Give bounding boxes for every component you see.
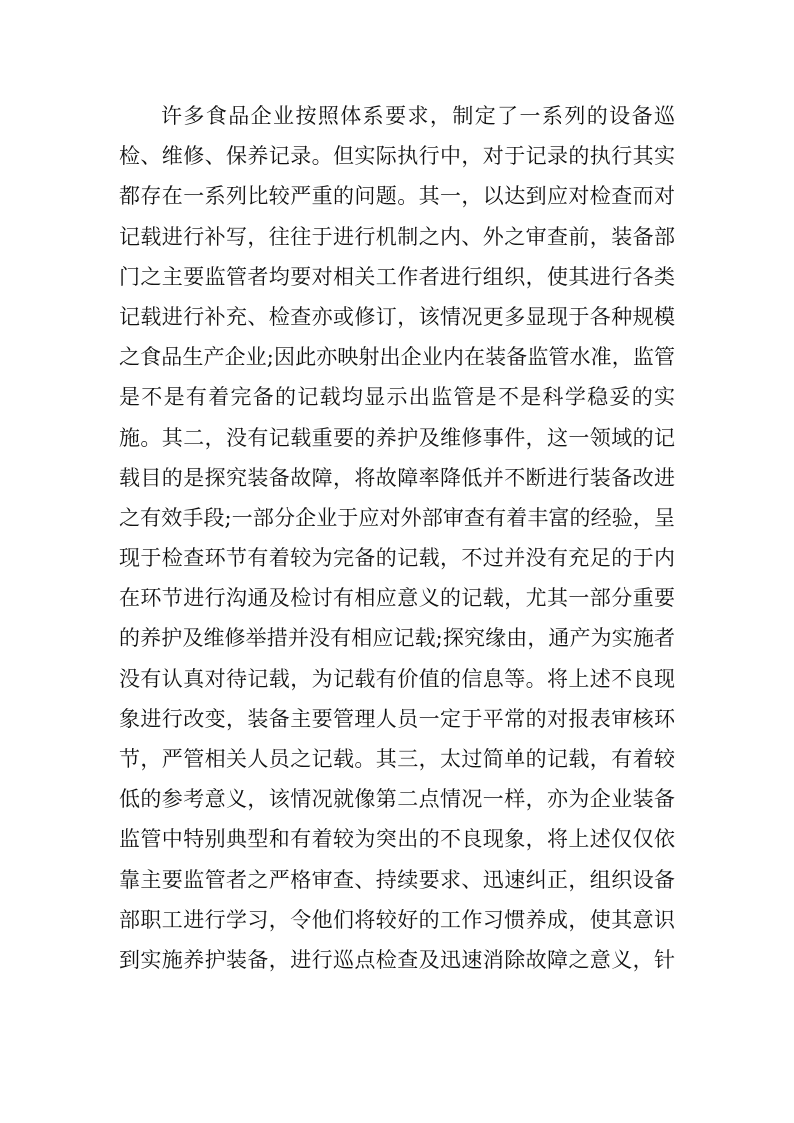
text-line: 节，严管相关人员之记载。其三，太过简单的记载，有着较 bbox=[119, 747, 675, 771]
text-line: 之食品生产企业;因此亦映射出企业内在装备监管水准，监管 bbox=[119, 345, 675, 370]
text-line: 到实施养护装备，进行巡点检查及迅速消除故障之意义，针 bbox=[119, 947, 675, 972]
text-line: 部职工进行学习，令他们将较好的工作习惯养成，使其意识 bbox=[119, 907, 675, 932]
text-line: 检、维修、保养记录。但实际执行中，对于记录的执行其实 bbox=[119, 144, 675, 169]
text-line: 的养护及维修举措并没有相应记载;探究缘由，通产为实施者 bbox=[119, 626, 675, 651]
text-line: 靠主要监管者之严格审查、持续要求、迅速纠正，组织设备 bbox=[119, 867, 675, 892]
text-line: 没有认真对待记载，为记载有价值的信息等。将上述不良现 bbox=[119, 666, 675, 691]
text-line: 门之主要监管者均要对相关工作者进行组织，使其进行各类 bbox=[119, 264, 675, 289]
text-line: 之有效手段;一部分企业于应对外部审查有着丰富的经验，呈 bbox=[119, 505, 675, 530]
text-line: 施。其二，没有记载重要的养护及维修事件，这一领域的记 bbox=[119, 425, 675, 450]
text-line: 监管中特别典型和有着较为突出的不良现象，将上述仅仅依 bbox=[119, 827, 675, 852]
text-line: 是不是有着完备的记载均显示出监管是不是科学稳妥的实 bbox=[119, 385, 675, 410]
body-paragraph bbox=[119, 96, 675, 980]
text-line: 在环节进行沟通及检讨有相应意义的记载，尤其一部分重要 bbox=[119, 586, 675, 611]
text-line: 低的参考意义，该情况就像第二点情况一样，亦为企业装备 bbox=[119, 787, 675, 812]
text-line: 记载进行补写，往往于进行机制之内、外之审查前，装备部 bbox=[119, 224, 675, 249]
text-line: 许多食品企业按照体系要求，制定了一系列的设备巡 bbox=[161, 104, 675, 128]
text-line: 载目的是探究装备故障，将故障率降低并不断进行装备改进 bbox=[119, 465, 675, 490]
text-line: 象进行改变，装备主要管理人员一定于平常的对报表审核环 bbox=[119, 706, 675, 731]
text-line: 记载进行补充、检查亦或修订，该情况更多显现于各种规模 bbox=[119, 304, 675, 329]
text-line: 现于检查环节有着较为完备的记载，不过并没有充足的于内 bbox=[119, 546, 675, 571]
text-line: 都存在一系列比较严重的问题。其一，以达到应对检查而对 bbox=[119, 184, 675, 209]
